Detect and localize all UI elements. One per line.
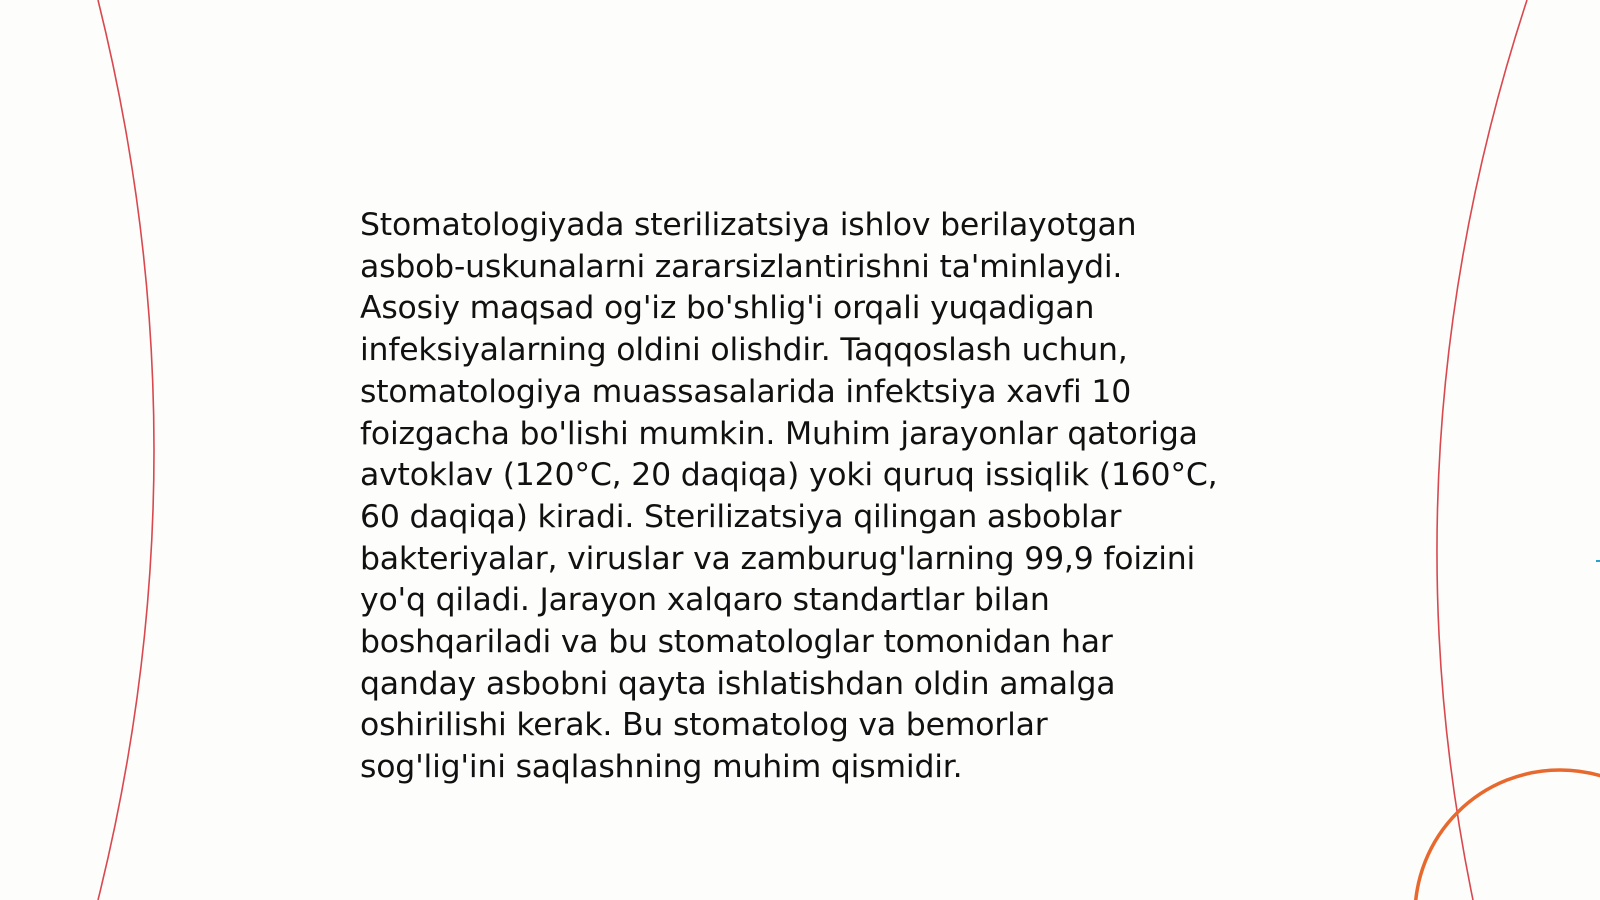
body-line: Asosiy maqsad og'iz bo'shlig'i orqali yuqadigan — [360, 290, 1095, 327]
body-line: stomatologiya muassasalarida infektsiya xavfi 10 — [360, 373, 1132, 410]
body-line: oshirilishi kerak. Bu stomatolog va bemorlar — [360, 707, 1048, 744]
body-line: Stomatologiyada sterilizatsiya ishlov berilayotgan — [360, 207, 1137, 243]
body-line: yo'q qiladi. Jarayon xalqaro standartlar bilan — [360, 582, 1050, 619]
body-line: asbob-uskunalarni zararsizlantirishni ta'minlaydi. — [360, 248, 1123, 285]
corner-circle-arc — [1415, 770, 1600, 900]
body-line: 60 daqiqa) kiradi. Sterilizatsiya qilingan asboblar — [360, 498, 1122, 535]
left-arc-line — [98, 0, 154, 900]
body-line: avtoklav (120°C, 20 daqiqa) yoki quruq issiqlik (160°C, — [360, 457, 1218, 494]
body-line: qanday asbobni qayta ishlatishdan oldin amalga — [360, 665, 1116, 702]
body-line: infeksiyalarning oldini olishdir. Taqqoslash uchun, — [360, 332, 1128, 369]
body-line: foizgacha bo'lishi mumkin. Muhim jarayonlar qatoriga — [360, 415, 1198, 452]
body-paragraph — [360, 205, 1260, 789]
body-line: sog'lig'ini saqlashning muhim qismidir. — [360, 749, 963, 786]
body-line: boshqariladi va bu stomatologlar tomonidan har — [360, 624, 1113, 661]
body-line: bakteriyalar, viruslar va zamburug'larning 99,9 foizini — [360, 540, 1196, 577]
right-arc-line — [1437, 0, 1527, 900]
